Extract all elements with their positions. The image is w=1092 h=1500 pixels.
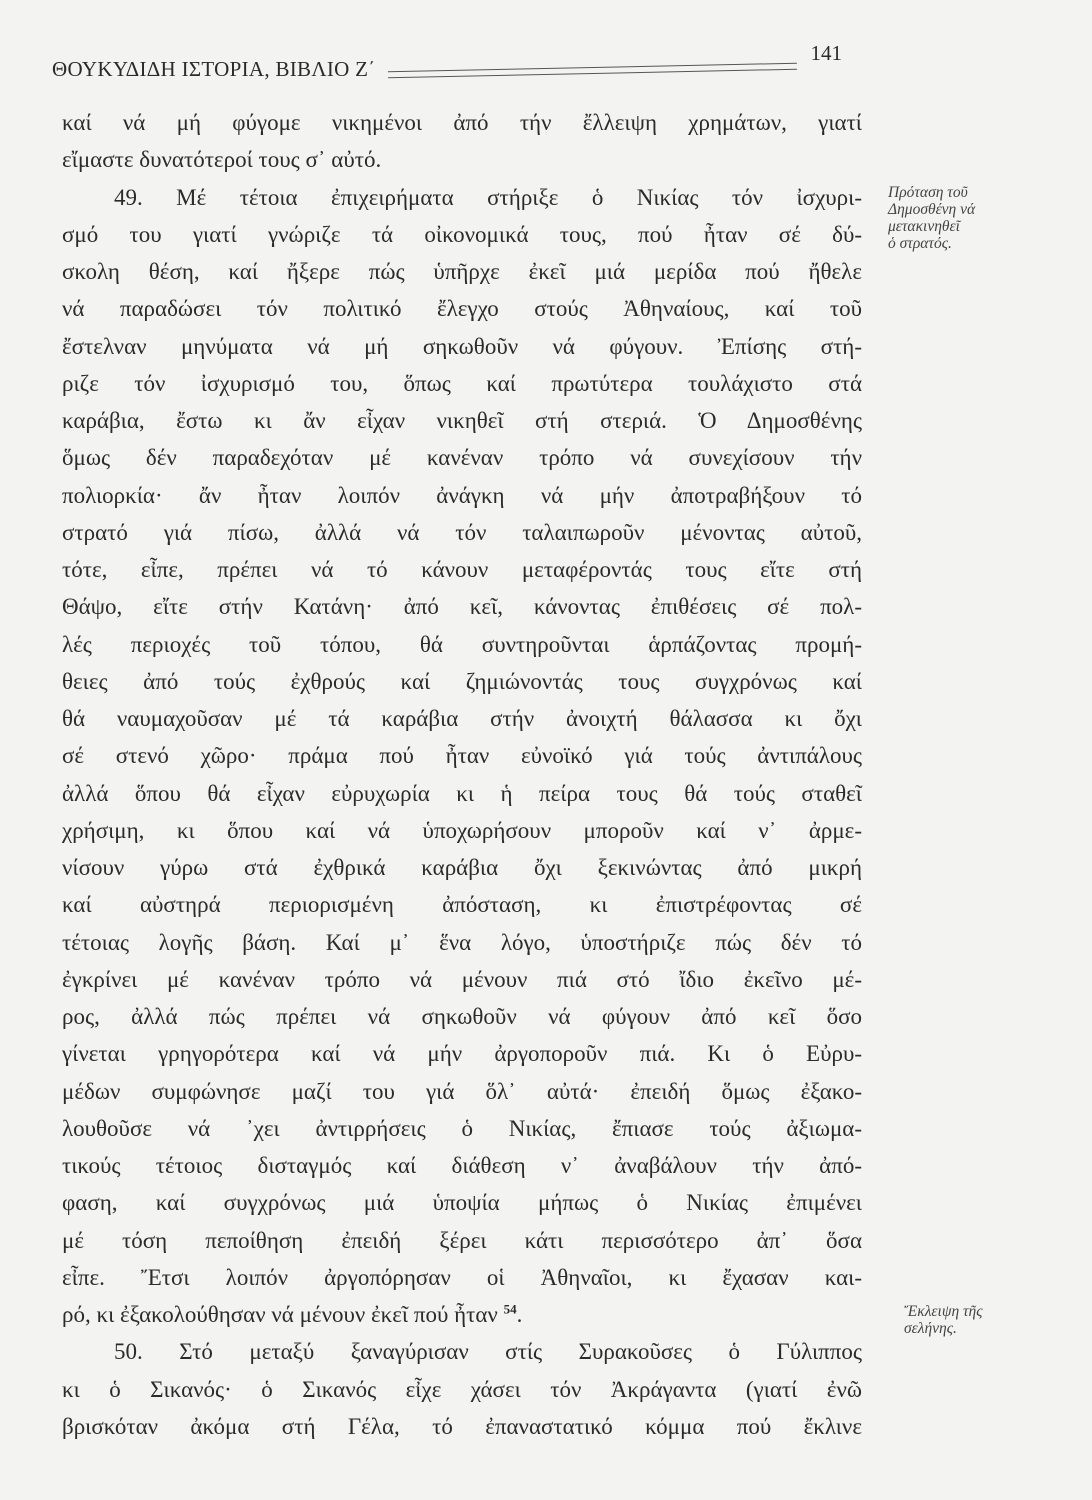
text-line: λουθοῦσε νά ᾿χει ἀντιρρήσεις ὁ Νικίας, ἔπιασε τούς ἀξιωμα- — [62, 1115, 862, 1141]
page-header — [52, 41, 842, 84]
sidenote-line: Πρόταση τοῦ — [888, 184, 968, 201]
sidenote-line: σελήνης. — [904, 1320, 957, 1337]
header-rule — [388, 63, 797, 79]
text-line: λές περιοχές τοῦ τόπου, θά συντηροῦνται ἁρπάζοντας προμή- — [62, 631, 862, 657]
text-line: ἐγκρίνει μέ κανέναν τρόπο νά μένουν πιά στό ἴδιο ἐκεῖνο μέ- — [62, 966, 862, 992]
text-line: βρισκόταν ἀκόμα στή Γέλα, τό ἐπαναστατικό κόμμα πού ἔκλινε — [62, 1413, 862, 1439]
text-line: μέ τόση πεποίθηση ἐπειδή ξέρει κάτι περισσότερο ἀπ᾿ ὅσα — [62, 1227, 862, 1253]
text-line: καράβια, ἔστω κι ἄν εἶχαν νικηθεῖ στή στεριά. Ὁ Δημοσθένης — [62, 408, 862, 433]
text-line: τέτοιας λογῆς βάση. Καί μ᾿ ἕνα λόγο, ὑποστήριζε πώς δέν τό — [62, 929, 862, 955]
page-number: 141 — [810, 41, 842, 65]
text-line-content: ρό, κι ἐξακολούθησαν νά μένουν ἐκεῖ πού ἦταν — [62, 1302, 498, 1327]
sidenote-lunar-eclipse — [904, 1303, 983, 1337]
text-line: νά παραδώσει τόν πολιτικό ἔλεγχο στούς Ἀθηναίους, καί τοῦ — [62, 296, 862, 322]
text-line: ρος, ἀλλά πώς πρέπει νά σηκωθοῦν νά φύγουν ἀπό κεῖ ὅσο — [62, 1004, 862, 1029]
sidenote-demosthenes-proposal — [888, 184, 975, 252]
body-text — [62, 104, 862, 1445]
text-line: τικούς τέτοιος δισταγμός καί διάθεση ν᾿ ἀναβάλουν τήν ἀπό- — [62, 1153, 862, 1178]
text-line: ἔστελναν μηνύματα νά μή σηκωθοῦν νά φύγουν. Ἐπίσης στή- — [62, 333, 862, 359]
text-line: σμό του γιατί γνώριζε τά οἰκονομικά τους, πού ἦταν σέ δύ- — [62, 221, 862, 247]
sidenote-line: ὁ στρατός. — [888, 235, 952, 252]
text-line: γίνεται γρηγορότερα καί νά μήν ἀργοποροῦν πιά. Κι ὁ Εὐρυ- — [62, 1041, 862, 1067]
paragraph-49-start: 49. Μέ τέτοια ἐπιχειρήματα στήριξε ὁ Νικίας τόν ἰσχυρι- — [114, 184, 862, 210]
text-line-with-footnote — [62, 1296, 862, 1333]
paragraph-50-start: 50. Στό μεταξύ ξαναγύρισαν στίς Συρακοῦσες ὁ Γύλιππος — [114, 1339, 862, 1365]
text-line: θά ναυμαχοῦσαν μέ τά καράβια στήν ἀνοιχτή θάλασσα κι ὄχι — [62, 706, 862, 731]
text-line: ριζε τόν ἰσχυρισμό του, ὅπως καί πρωτύτερα τουλάχιστο στά — [62, 370, 862, 396]
text-line: σέ στενό χῶρο· πράμα πού ἦταν εὐνοϊκό γιά τούς ἀντιπάλους — [62, 743, 862, 769]
sidenote-line: μετακινηθεῖ — [888, 218, 960, 235]
text-line: μέδων συμφώνησε μαζί του γιά ὅλ᾿ αὐτά· ἐπειδή ὅμως ἐξακο- — [62, 1078, 862, 1104]
text-line: ἀλλά ὅπου θά εἶχαν εὐρυχωρία κι ἡ πείρα τους θά τούς σταθεῖ — [62, 780, 862, 806]
text-line: καί νά μή φύγομε νικημένοι ἀπό τήν ἔλλειψη χρημάτων, γιατί — [62, 110, 862, 135]
text-line: φαση, καί συγχρόνως μιά ὑποψία μήπως ὁ Νικίας ἐπιμένει — [62, 1190, 862, 1216]
text-line: πολιορκία· ἄν ἦταν λοιπόν ἀνάγκη νά μήν ἀποτραβήξουν τό — [62, 482, 862, 508]
text-line: θειες ἀπό τούς ἐχθρούς καί ζημιώνοντάς τους συγχρόνως καί — [62, 668, 862, 694]
sidenote-line: Δημοσθένη νά — [888, 201, 976, 218]
text-line: τότε, εἶπε, πρέπει νά τό κάνουν μεταφέροντάς τους εἴτε στή — [62, 557, 862, 582]
text-line: Θάψο, εἴτε στήν Κατάνη· ἀπό κεῖ, κάνοντας ἐπιθέσεις σέ πολ- — [62, 594, 862, 620]
text-line: εἴμαστε δυνατότεροί τους σ᾿ αὐτό. — [62, 147, 382, 173]
footnote-marker: 54 — [503, 1301, 517, 1317]
text-line: νίσουν γύρω στά ἐχθρικά καράβια ὄχι ξεκινώντας ἀπό μικρή — [62, 855, 862, 880]
running-title: ΘΟΥΚΥΔΙΔΗ ΙΣΤΟΡΙΑ, ΒΙΒΛΙΟ Ζ΄ — [52, 57, 376, 81]
text-line: κι ὁ Σικανός· ὁ Σικανός εἶχε χάσει τόν Ἀκράγαντα (γιατί ἐνῶ — [62, 1376, 862, 1402]
text-line: σκολη θέση, καί ἤξερε πώς ὑπῆρχε ἐκεῖ μιά μερίδα πού ἤθελε — [62, 259, 862, 284]
footnote-suffix: . — [516, 1302, 523, 1327]
text-line: χρήσιμη, κι ὅπου καί νά ὑποχωρήσουν μποροῦν καί ν᾿ ἀρμε- — [62, 817, 862, 843]
text-line: καί αὐστηρά περιορισμένη ἀπόσταση, κι ἐπιστρέφοντας σέ — [62, 892, 862, 918]
text-line: εἶπε. Ἔτσι λοιπόν ἀργοπόρησαν οἱ Ἀθηναῖοι, κι ἔχασαν και- — [62, 1264, 862, 1290]
text-line: στρατό γιά πίσω, ἀλλά νά τόν ταλαιπωροῦν μένοντας αὐτοῦ, — [62, 519, 862, 545]
sidenote-line: Ἔκλειψη τῆς — [904, 1303, 983, 1320]
text-line: ὅμως δέν παραδεχόταν μέ κανέναν τρόπο νά συνεχίσουν τήν — [62, 445, 862, 471]
